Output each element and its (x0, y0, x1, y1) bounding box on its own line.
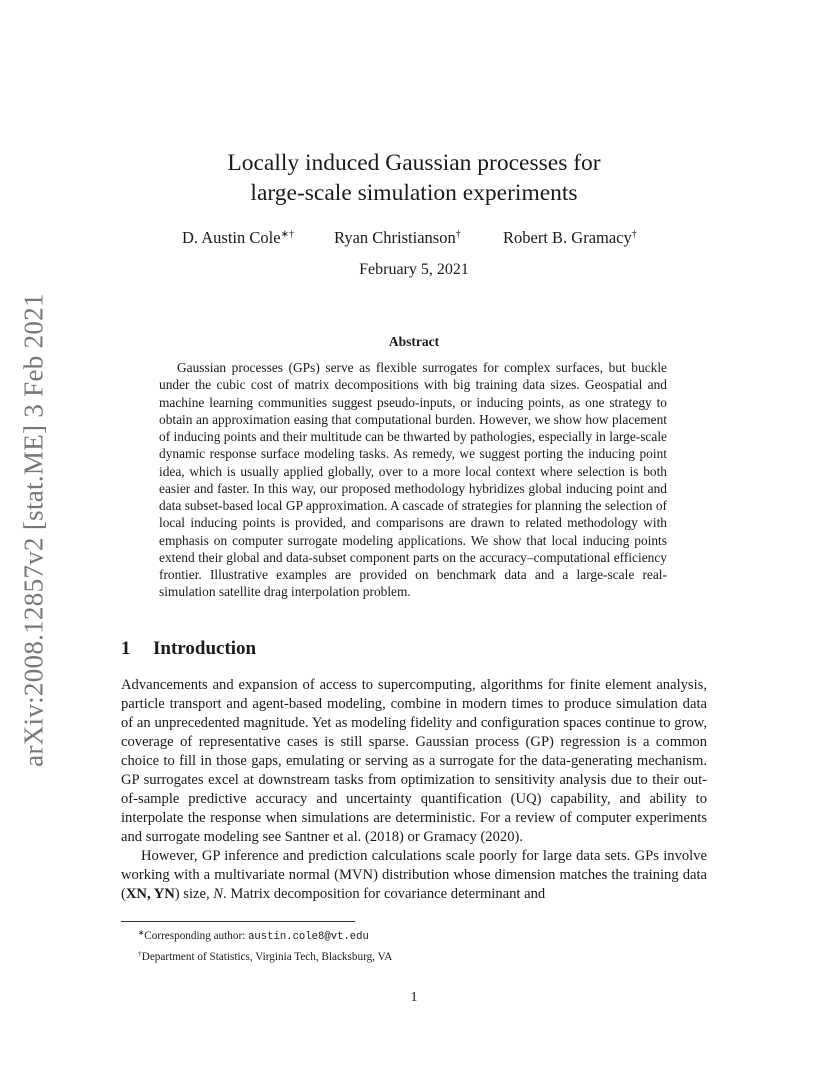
abstract-text: Gaussian processes (GPs) serve as flexible surrogates for complex surfaces, but buckle under the cubic cost of matrix decompositions with big training data sizes. Geospatial and machine learning communities suggest pseudo-inputs, or inducing points, as one strategy to obtain an approximation easing that computational burden. However, we show how placement of inducing points and their multitude can be thwarted by pathologies, especially in large-scale dynamic response surface modeling tasks. As remedy, we suggest porting the inducing point idea, which is usually applied globally, over to a more local context where selection is both easier and faster. In this way, our proposed methodology hybridizes global inducing point and data subset-based local GP approximation. A cascade of strategies for planning the selection of local inducing points is provided, and comparisons are drawn to related methodology with emphasis on computer surrogate modeling applications. We show that local inducing points extend their global and data-subset component parts on the accuracy–computational efficiency frontier. Illustrative examples are provided on benchmark data and a large-scale real-simulation satellite drag interpolation problem. (159, 360, 667, 600)
section-number: 1 (121, 638, 131, 659)
arxiv-identifier (14, 290, 54, 770)
author-2: Ryan Christianson† (334, 228, 461, 247)
arxiv-identifier-text: arXiv:2008.12857v2 [stat.ME] 3 Feb 2021 (18, 293, 49, 767)
paragraph-1: Advancements and expansion of access to supercomputing, algorithms for finite element analysis, particle transport and agent-based modeling, combine in modern times to produce simulation data of an unprecedented magnitude. Yet as modeling fidelity and configuration spaces continue to grow, coverage of representative cases is still sparse. Gaussian process (GP) regression is a common choice to fill in those gaps, emulating or serving as a surrogate for the data-generating mechanism. GP surrogates excel at downstream tasks from optimization to sensitivity analysis due to their out-of-sample predictive accuracy and uncertainty quantification (UQ) capability, and ability to interpolate the response when simulations are deterministic. For a review of computer experiments and surrogate modeling see Santner et al. (2018) or Gramacy (2020). (121, 677, 707, 845)
abstract-heading: Abstract (388, 334, 440, 349)
author-2-mark: † (455, 229, 461, 240)
training-data-math: XN, YN (125, 886, 175, 902)
author-3-mark: † (631, 229, 637, 240)
title-line-1: Locally induced Gaussian processes for (227, 150, 601, 176)
section-heading (121, 638, 721, 660)
author-1-mark: ∗† (280, 229, 294, 240)
author-1: D. Austin Cole∗† (182, 228, 294, 247)
title-line-2: large-scale simulation experiments (250, 180, 578, 206)
footnote-1: ∗Corresponding author: austin.cole8@vt.edu (138, 928, 369, 943)
author-3: Robert B. Gramacy† (503, 228, 637, 247)
footnote-2: †Department of Statistics, Virginia Tech, Blacksburg, VA (138, 948, 393, 963)
paragraph-2: However, GP inference and prediction calculations scale poorly for large data sets. GPs involve working with a multivariate normal (MVN) distribution whose dimension matches the training data (XN, YN) size, N. Matrix decomposition for covariance determinant and (121, 848, 707, 902)
footnotes (138, 925, 698, 965)
page-number: 1 (410, 990, 418, 1005)
paper-title (160, 148, 668, 208)
paper-date: February 5, 2021 (359, 261, 469, 278)
footnote-rule (121, 921, 355, 922)
author-email: austin.cole8@vt.edu (248, 931, 369, 943)
section-body (121, 676, 707, 904)
n-math: N (213, 886, 224, 902)
author-list (160, 228, 668, 250)
section-title: Introduction (153, 638, 257, 659)
